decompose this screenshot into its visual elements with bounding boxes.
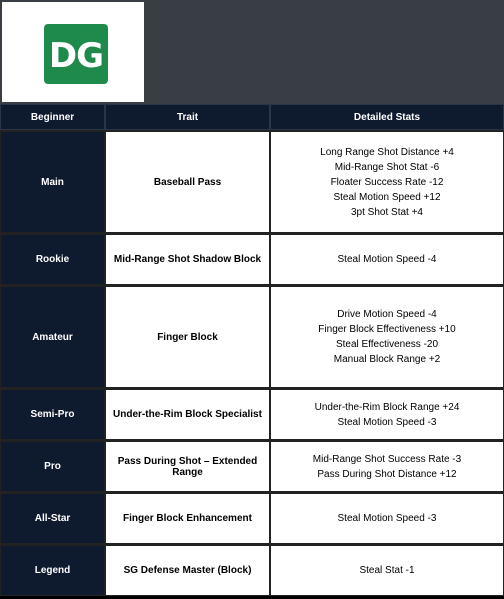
level-cell: Semi-Pro [0, 388, 105, 440]
stat-line: Pass During Shot Distance +12 [317, 468, 457, 480]
table-row [0, 440, 504, 492]
level-cell: Pro [0, 440, 105, 492]
stats-cell [270, 233, 504, 285]
level-cell: Rookie [0, 233, 105, 285]
trait-cell: Finger Block [105, 285, 270, 388]
stat-line: Mid-Range Shot Success Rate -3 [312, 453, 462, 465]
trait-cell: Pass During Shot – Extended Range [105, 440, 270, 492]
stat-line: Floater Success Rate -12 [330, 176, 444, 188]
stat-line: Steal Motion Speed +12 [333, 191, 441, 203]
stat-line: Steal Effectiveness -20 [335, 339, 439, 350]
trait-cell: Baseball Pass [105, 130, 270, 233]
stat-line: Finger Block Effectiveness +10 [318, 324, 456, 335]
stat-line: Steal Motion Speed -4 [337, 254, 437, 265]
stat-line: Mid-Range Shot Stat -6 [334, 161, 440, 173]
trait-stats-table [0, 104, 504, 596]
stats-cell [270, 544, 504, 596]
trait-cell: SG Defense Master (Block) [105, 544, 270, 596]
table-row [0, 285, 504, 388]
stats-cell [270, 285, 504, 388]
table-row [0, 130, 504, 233]
trait-cell: Finger Block Enhancement [105, 492, 270, 544]
stat-line: Steal Motion Speed -3 [337, 416, 437, 428]
stats-cell [270, 130, 504, 233]
column-header-stats: Detailed Stats [270, 104, 504, 130]
stat-line: Manual Block Range +2 [333, 354, 441, 365]
stat-line: Drive Motion Speed -4 [337, 309, 437, 320]
level-cell: Legend [0, 544, 105, 596]
stats-cell [270, 440, 504, 492]
level-cell: Main [0, 130, 105, 233]
stat-line: Steal Stat -1 [359, 565, 415, 576]
dg-logo [44, 24, 108, 84]
table-row [0, 388, 504, 440]
table-header-row [0, 104, 504, 130]
stat-line: Long Range Shot Distance +4 [320, 146, 454, 158]
level-cell: All-Star [0, 492, 105, 544]
trait-cell: Under-the-Rim Block Specialist [105, 388, 270, 440]
stats-cell [270, 492, 504, 544]
stats-cell [270, 388, 504, 440]
trait-cell: Mid-Range Shot Shadow Block [105, 233, 270, 285]
level-cell: Amateur [0, 285, 105, 388]
column-header-trait: Trait [105, 104, 270, 130]
column-header-level: Beginner [0, 104, 105, 130]
logo-container [2, 2, 144, 102]
table-row [0, 544, 504, 596]
table-row [0, 492, 504, 544]
header-banner [0, 0, 504, 104]
stat-line: Under-the-Rim Block Range +24 [314, 401, 460, 413]
logo-text: DG [48, 36, 104, 76]
table-row [0, 233, 504, 285]
stat-line: Steal Motion Speed -3 [337, 513, 437, 524]
stat-line: 3pt Shot Stat +4 [351, 206, 423, 218]
